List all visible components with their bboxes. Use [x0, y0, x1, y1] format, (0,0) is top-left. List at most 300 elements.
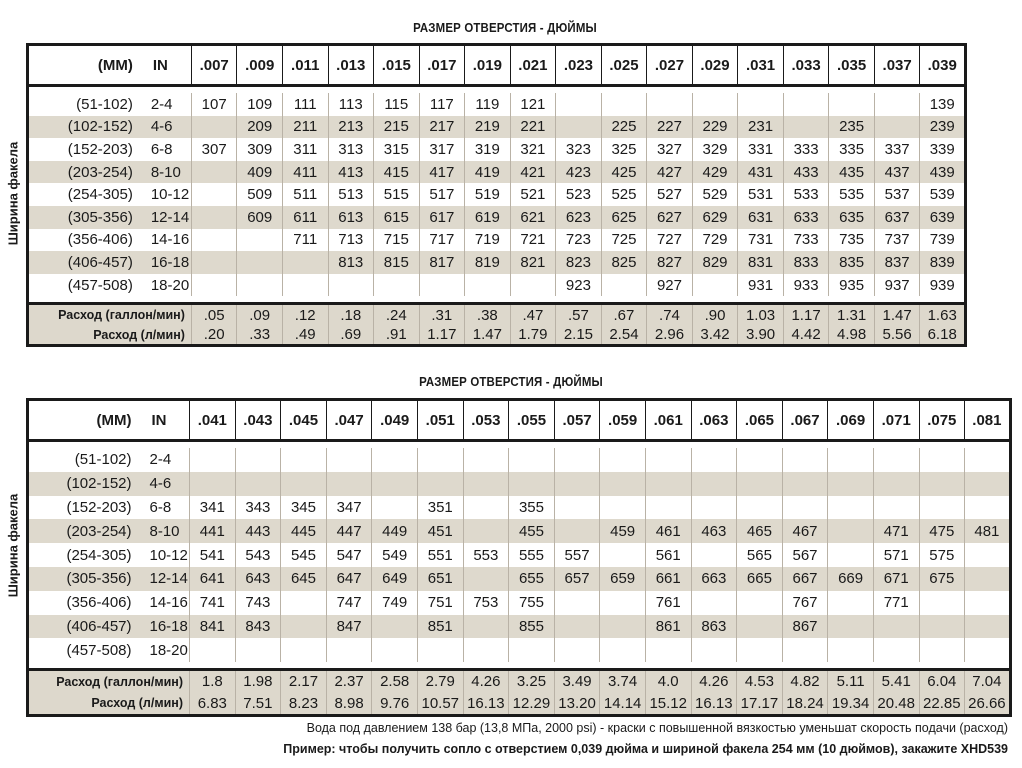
- orifice-size-header: .007: [191, 45, 237, 86]
- tip-code-cell: 335: [829, 138, 875, 161]
- table-row: [28, 472, 1011, 496]
- tip-code-cell: 835: [829, 251, 875, 274]
- tip-code-cell: [191, 229, 237, 252]
- fan-width-mm: (254-305): [67, 186, 133, 204]
- tip-code-cell: 439: [920, 161, 966, 184]
- table-2-side-label: Ширина факела: [5, 493, 21, 597]
- fan-width-in: 8-10: [141, 161, 192, 184]
- tip-code-cell: 767: [782, 591, 828, 615]
- table-row: [28, 615, 1011, 639]
- tip-code-cell: [645, 472, 691, 496]
- tip-code-cell: 523: [556, 183, 602, 206]
- tip-code-cell: [782, 448, 828, 472]
- flow-gpm-value: 5.11: [828, 670, 874, 693]
- tip-code-cell: [828, 638, 874, 662]
- tip-code-cell: 731: [738, 229, 784, 252]
- tip-code-cell: 543: [235, 543, 281, 567]
- tip-code-cell: 555: [509, 543, 555, 567]
- orifice-size-header: .019: [465, 45, 511, 86]
- tip-code-cell: 213: [328, 116, 374, 139]
- tip-code-cell: [737, 472, 783, 496]
- orifice-size-header: .015: [374, 45, 420, 86]
- fan-width-in: 6-8: [149, 498, 172, 516]
- orifice-size-header: .059: [600, 400, 646, 441]
- tip-code-cell: 743: [235, 591, 281, 615]
- tip-code-cell: 723: [556, 229, 602, 252]
- tip-code-cell: 467: [782, 519, 828, 543]
- tip-code-cell: 661: [645, 567, 691, 591]
- tip-code-cell: 749: [372, 591, 418, 615]
- tip-code-cell: [691, 638, 737, 662]
- flow-gpm-value: 2.37: [326, 670, 372, 693]
- tip-code-cell: 655: [509, 567, 555, 591]
- tip-code-cell: 625: [601, 206, 647, 229]
- tip-code-cell: 441: [190, 519, 236, 543]
- tip-code-cell: [281, 448, 327, 472]
- tip-code-cell: 527: [647, 183, 693, 206]
- nozzle-table-2: [26, 398, 1012, 717]
- flow-lpm-value: .20: [191, 325, 237, 346]
- flow-lpm-label: Расход (л/мин): [28, 325, 192, 346]
- tip-code-cell: 333: [783, 138, 829, 161]
- tip-code-cell: [965, 615, 1011, 639]
- tip-code-cell: 735: [829, 229, 875, 252]
- flow-lpm-value: 4.98: [829, 325, 875, 346]
- flow-lpm-value: 18.24: [782, 693, 828, 716]
- tip-code-cell: 839: [920, 251, 966, 274]
- tip-code-cell: 541: [190, 543, 236, 567]
- table-1-caption: РАЗМЕР ОТВЕРСТИЯ - ДЮЙМЫ: [413, 20, 597, 35]
- table-row: [28, 93, 966, 116]
- tip-code-cell: 219: [465, 116, 511, 139]
- tip-code-cell: 409: [237, 161, 283, 184]
- tip-code-cell: [600, 496, 646, 520]
- flow-lpm-value: 22.85: [919, 693, 965, 716]
- tip-code-cell: 657: [554, 567, 600, 591]
- flow-lpm-value: 2.54: [601, 325, 647, 346]
- orifice-size-header: .009: [237, 45, 283, 86]
- tip-code-cell: 537: [874, 183, 920, 206]
- tip-code-cell: [828, 472, 874, 496]
- tip-code-cell: 341: [190, 496, 236, 520]
- tip-code-cell: 833: [783, 251, 829, 274]
- flow-gpm-value: 4.26: [691, 670, 737, 693]
- tip-code-cell: 327: [647, 138, 693, 161]
- tip-code-cell: 863: [691, 615, 737, 639]
- flow-lpm-value: 2.96: [647, 325, 693, 346]
- tip-code-cell: 851: [417, 615, 463, 639]
- order-example: Пример: чтобы получить сопло с отверстием 0,039 дюйма и шириной факела 254 мм (10 дюймов), закажите XHD539: [283, 742, 1008, 756]
- orifice-size-header: .011: [282, 45, 328, 86]
- tip-code-cell: 517: [419, 183, 465, 206]
- tip-code-cell: 729: [692, 229, 738, 252]
- flow-lpm-value: 3.90: [738, 325, 784, 346]
- tip-code-cell: [190, 638, 236, 662]
- tip-code-cell: [372, 496, 418, 520]
- tip-code-cell: 753: [463, 591, 509, 615]
- tip-code-cell: 113: [328, 93, 374, 116]
- tip-code-cell: [874, 116, 920, 139]
- tip-code-cell: [828, 448, 874, 472]
- tip-code-cell: 309: [237, 138, 283, 161]
- flow-gpm-value: 4.53: [737, 670, 783, 693]
- flow-gpm-value: 1.03: [738, 304, 784, 325]
- tip-code-cell: [417, 472, 463, 496]
- flow-gpm-value: 1.8: [190, 670, 236, 693]
- flow-gpm-value: 1.47: [874, 304, 920, 325]
- flow-lpm-value: 8.98: [326, 693, 372, 716]
- fan-width-in: 4-6: [141, 116, 192, 139]
- flow-gpm-value: 6.04: [919, 670, 965, 693]
- tip-code-cell: [919, 448, 965, 472]
- flow-gpm-value: .38: [465, 304, 511, 325]
- fan-width-mm: (356-406): [67, 231, 133, 249]
- tip-code-cell: [601, 274, 647, 297]
- tip-code-cell: 513: [328, 183, 374, 206]
- tip-code-cell: 539: [920, 183, 966, 206]
- flow-lpm-value: 2.15: [556, 325, 602, 346]
- tip-code-cell: 719: [465, 229, 511, 252]
- orifice-size-header: .063: [691, 400, 737, 441]
- tip-code-cell: 511: [282, 183, 328, 206]
- fan-width-mm: (152-203): [67, 140, 133, 158]
- fan-width-mm: (356-406): [66, 594, 132, 612]
- flow-lpm-row: [28, 693, 1011, 716]
- tip-code-cell: 331: [738, 138, 784, 161]
- orifice-size-header: .081: [965, 400, 1011, 441]
- tip-code-cell: [601, 93, 647, 116]
- flow-gpm-row: [28, 670, 1011, 693]
- table-row: [28, 519, 1011, 543]
- tip-code-cell: [783, 93, 829, 116]
- tip-code-cell: 225: [601, 116, 647, 139]
- tip-code-cell: 425: [601, 161, 647, 184]
- tip-code-cell: [237, 251, 283, 274]
- tip-code-cell: 825: [601, 251, 647, 274]
- tip-code-cell: 325: [601, 138, 647, 161]
- tip-code-cell: [372, 472, 418, 496]
- orifice-size-header: .049: [372, 400, 418, 441]
- flow-gpm-value: 7.04: [965, 670, 1011, 693]
- tip-code-cell: [691, 448, 737, 472]
- in-header: IN: [140, 400, 190, 441]
- orifice-size-header: .055: [509, 400, 555, 441]
- tip-code-cell: 665: [737, 567, 783, 591]
- orifice-size-header: .041: [190, 400, 236, 441]
- fan-width-mm: (102-152): [28, 472, 140, 496]
- table-row: [28, 206, 966, 229]
- tip-code-cell: [782, 496, 828, 520]
- flow-gpm-value: 1.63: [920, 304, 966, 325]
- tip-code-cell: 323: [556, 138, 602, 161]
- tip-code-cell: 815: [374, 251, 420, 274]
- tip-code-cell: 927: [647, 274, 693, 297]
- tip-code-cell: 451: [417, 519, 463, 543]
- tip-code-cell: 821: [510, 251, 556, 274]
- tip-code-cell: [873, 496, 919, 520]
- tip-code-cell: 837: [874, 251, 920, 274]
- fan-width-mm: (51-102): [74, 451, 132, 469]
- orifice-size-header: .061: [645, 400, 691, 441]
- tip-code-cell: 711: [282, 229, 328, 252]
- tip-code-cell: 221: [510, 116, 556, 139]
- tip-code-cell: 553: [463, 543, 509, 567]
- tip-code-cell: 855: [509, 615, 555, 639]
- tip-code-cell: [782, 638, 828, 662]
- tip-code-cell: [554, 615, 600, 639]
- tip-code-cell: [509, 472, 555, 496]
- orifice-size-header: .031: [738, 45, 784, 86]
- header-row: [28, 45, 966, 86]
- tip-code-cell: 217: [419, 116, 465, 139]
- tip-code-cell: 717: [419, 229, 465, 252]
- tip-code-cell: 355: [509, 496, 555, 520]
- flow-gpm-value: .67: [601, 304, 647, 325]
- tip-code-cell: 315: [374, 138, 420, 161]
- tip-code-cell: 139: [920, 93, 966, 116]
- tip-code-cell: 671: [873, 567, 919, 591]
- fan-width-mm: (457-508): [67, 276, 133, 294]
- flow-gpm-value: 5.41: [873, 670, 919, 693]
- table-row: [28, 161, 966, 184]
- tip-code-cell: 619: [465, 206, 511, 229]
- fan-width-mm: (51-102): [76, 95, 133, 113]
- tip-code-cell: 313: [328, 138, 374, 161]
- tip-code-cell: [692, 93, 738, 116]
- tip-code-cell: 557: [554, 543, 600, 567]
- tip-code-cell: 419: [465, 161, 511, 184]
- tip-code-cell: 417: [419, 161, 465, 184]
- tip-code-cell: 321: [510, 138, 556, 161]
- fan-width-mm: (102-152): [28, 116, 141, 139]
- tip-code-cell: 111: [282, 93, 328, 116]
- tip-code-cell: 317: [419, 138, 465, 161]
- flow-lpm-value: 1.79: [510, 325, 556, 346]
- tip-code-cell: [417, 448, 463, 472]
- fan-width-in: 18-20: [149, 641, 188, 659]
- tip-code-cell: [874, 93, 920, 116]
- orifice-size-header: .043: [235, 400, 281, 441]
- tip-code-cell: 843: [235, 615, 281, 639]
- orifice-size-header: .045: [281, 400, 327, 441]
- footnote-pressure: Вода под давлением 138 бар (13,8 МПа, 2000 psi) - краски с повышенной вязкостью уменьшат скорость подачи (расход): [306, 721, 1008, 735]
- tip-code-cell: 633: [783, 206, 829, 229]
- tip-code-cell: [372, 638, 418, 662]
- tip-code-cell: [965, 472, 1011, 496]
- tip-code-cell: [828, 543, 874, 567]
- tip-code-cell: 471: [873, 519, 919, 543]
- mm-header: (MM): [28, 400, 140, 441]
- orifice-size-header: .075: [919, 400, 965, 441]
- table-row: [28, 567, 1011, 591]
- tip-code-cell: [281, 638, 327, 662]
- flow-lpm-value: 9.76: [372, 693, 418, 716]
- tip-code-cell: 841: [190, 615, 236, 639]
- fan-width-in: 12-14: [140, 567, 190, 591]
- flow-gpm-value: .24: [374, 304, 420, 325]
- tip-code-cell: 667: [782, 567, 828, 591]
- flow-gpm-row: [28, 304, 966, 325]
- tip-code-cell: 715: [374, 229, 420, 252]
- tip-code-cell: [190, 472, 236, 496]
- orifice-size-header: .051: [417, 400, 463, 441]
- tip-code-cell: [691, 472, 737, 496]
- tip-code-cell: [509, 638, 555, 662]
- table-row: [28, 274, 966, 297]
- tip-code-cell: 459: [600, 519, 646, 543]
- tip-code-cell: [235, 472, 281, 496]
- tip-code-cell: 239: [920, 116, 966, 139]
- tip-code-cell: [235, 638, 281, 662]
- flow-gpm-value: 3.74: [600, 670, 646, 693]
- flow-lpm-value: 1.47: [465, 325, 511, 346]
- flow-lpm-value: 5.56: [874, 325, 920, 346]
- tip-code-cell: 755: [509, 591, 555, 615]
- tip-code-cell: [509, 448, 555, 472]
- tip-code-cell: [737, 615, 783, 639]
- tip-code-cell: 721: [510, 229, 556, 252]
- tip-code-cell: [691, 543, 737, 567]
- tip-code-cell: 861: [645, 615, 691, 639]
- tip-code-cell: [372, 615, 418, 639]
- fan-width-in: 2-4: [149, 451, 172, 469]
- tip-code-cell: [691, 496, 737, 520]
- flow-lpm-value: 1.17: [419, 325, 465, 346]
- flow-gpm-value: .18: [328, 304, 374, 325]
- tip-code-cell: [692, 274, 738, 297]
- flow-lpm-value: 4.42: [783, 325, 829, 346]
- flow-lpm-value: 8.23: [281, 693, 327, 716]
- flow-gpm-value: 1.31: [829, 304, 875, 325]
- tip-code-cell: [281, 591, 327, 615]
- tip-code-cell: [919, 496, 965, 520]
- tip-code-cell: 561: [645, 543, 691, 567]
- orifice-size-header: .037: [874, 45, 920, 86]
- orifice-size-header: .021: [510, 45, 556, 86]
- tip-code-cell: 725: [601, 229, 647, 252]
- tip-code-cell: [965, 543, 1011, 567]
- flow-lpm-value: 12.29: [509, 693, 555, 716]
- tip-code-cell: 615: [374, 206, 420, 229]
- flow-gpm-value: .74: [647, 304, 693, 325]
- tip-code-cell: [919, 615, 965, 639]
- flow-lpm-row: [28, 325, 966, 346]
- orifice-size-header: .017: [419, 45, 465, 86]
- tip-code-cell: 643: [235, 567, 281, 591]
- tip-code-cell: 515: [374, 183, 420, 206]
- tip-code-cell: [647, 93, 693, 116]
- tip-code-cell: 627: [647, 206, 693, 229]
- fan-width-in: 14-16: [149, 594, 188, 612]
- fan-width-in: 12-14: [141, 206, 192, 229]
- tip-code-cell: [463, 519, 509, 543]
- tip-code-cell: [554, 448, 600, 472]
- tip-code-cell: [281, 472, 327, 496]
- orifice-size-header: .039: [920, 45, 966, 86]
- tip-code-cell: 519: [465, 183, 511, 206]
- tip-code-cell: 867: [782, 615, 828, 639]
- tip-code-cell: 215: [374, 116, 420, 139]
- tip-code-cell: [191, 183, 237, 206]
- tip-code-cell: 209: [237, 116, 283, 139]
- tip-code-cell: 545: [281, 543, 327, 567]
- flow-lpm-value: 7.51: [235, 693, 281, 716]
- tip-code-cell: 447: [326, 519, 372, 543]
- flow-lpm-value: .49: [282, 325, 328, 346]
- tip-code-cell: [556, 116, 602, 139]
- table-row: [28, 543, 1011, 567]
- tip-code-cell: 641: [190, 567, 236, 591]
- tip-code-cell: 211: [282, 116, 328, 139]
- flow-gpm-label: Расход (галлон/мин): [28, 670, 190, 693]
- tip-code-cell: 675: [919, 567, 965, 591]
- fan-width-mm: (152-203): [66, 498, 132, 516]
- tip-code-cell: 923: [556, 274, 602, 297]
- tip-code-cell: [965, 591, 1011, 615]
- fan-width-in: 4-6: [140, 472, 190, 496]
- fan-width-in: 14-16: [150, 231, 190, 249]
- fan-width-mm: (203-254): [28, 161, 141, 184]
- tip-code-cell: [600, 448, 646, 472]
- tip-code-cell: 827: [647, 251, 693, 274]
- tip-code-cell: 637: [874, 206, 920, 229]
- table-row: [28, 251, 966, 274]
- flow-gpm-value: 2.17: [281, 670, 327, 693]
- tip-code-cell: 433: [783, 161, 829, 184]
- flow-gpm-value: .05: [191, 304, 237, 325]
- tip-code-cell: 319: [465, 138, 511, 161]
- tip-code-cell: 119: [465, 93, 511, 116]
- tip-code-cell: [419, 274, 465, 297]
- tip-code-cell: 435: [829, 161, 875, 184]
- nozzle-table-1: [26, 43, 967, 347]
- tip-code-cell: [782, 472, 828, 496]
- tip-code-cell: [828, 496, 874, 520]
- tip-code-cell: [600, 591, 646, 615]
- tip-code-cell: [463, 448, 509, 472]
- tip-code-cell: 819: [465, 251, 511, 274]
- tip-code-cell: 741: [190, 591, 236, 615]
- fan-width-mm: (305-356): [28, 206, 141, 229]
- orifice-size-header: .035: [829, 45, 875, 86]
- orifice-size-header: .067: [782, 400, 828, 441]
- tip-code-cell: [965, 496, 1011, 520]
- tip-code-cell: [326, 472, 372, 496]
- tip-code-cell: [328, 274, 374, 297]
- tip-code-cell: 737: [874, 229, 920, 252]
- tip-code-cell: 351: [417, 496, 463, 520]
- fan-width-in: 16-18: [141, 251, 192, 274]
- tip-code-cell: 549: [372, 543, 418, 567]
- tip-code-cell: 421: [510, 161, 556, 184]
- orifice-size-header: .033: [783, 45, 829, 86]
- flow-lpm-value: 10.57: [417, 693, 463, 716]
- orifice-size-header: .029: [692, 45, 738, 86]
- tip-code-cell: [919, 638, 965, 662]
- tip-code-cell: [190, 448, 236, 472]
- tip-code-cell: 817: [419, 251, 465, 274]
- table-2-caption: РАЗМЕР ОТВЕРСТИЯ - ДЮЙМЫ: [419, 374, 603, 389]
- tip-code-cell: 449: [372, 519, 418, 543]
- tip-code-cell: 455: [509, 519, 555, 543]
- tip-code-cell: 733: [783, 229, 829, 252]
- fan-width-mm: (305-356): [28, 567, 140, 591]
- tip-code-cell: 529: [692, 183, 738, 206]
- tip-code-cell: 423: [556, 161, 602, 184]
- tip-code-cell: 621: [510, 206, 556, 229]
- tip-code-cell: 465: [737, 519, 783, 543]
- tip-code-cell: 533: [783, 183, 829, 206]
